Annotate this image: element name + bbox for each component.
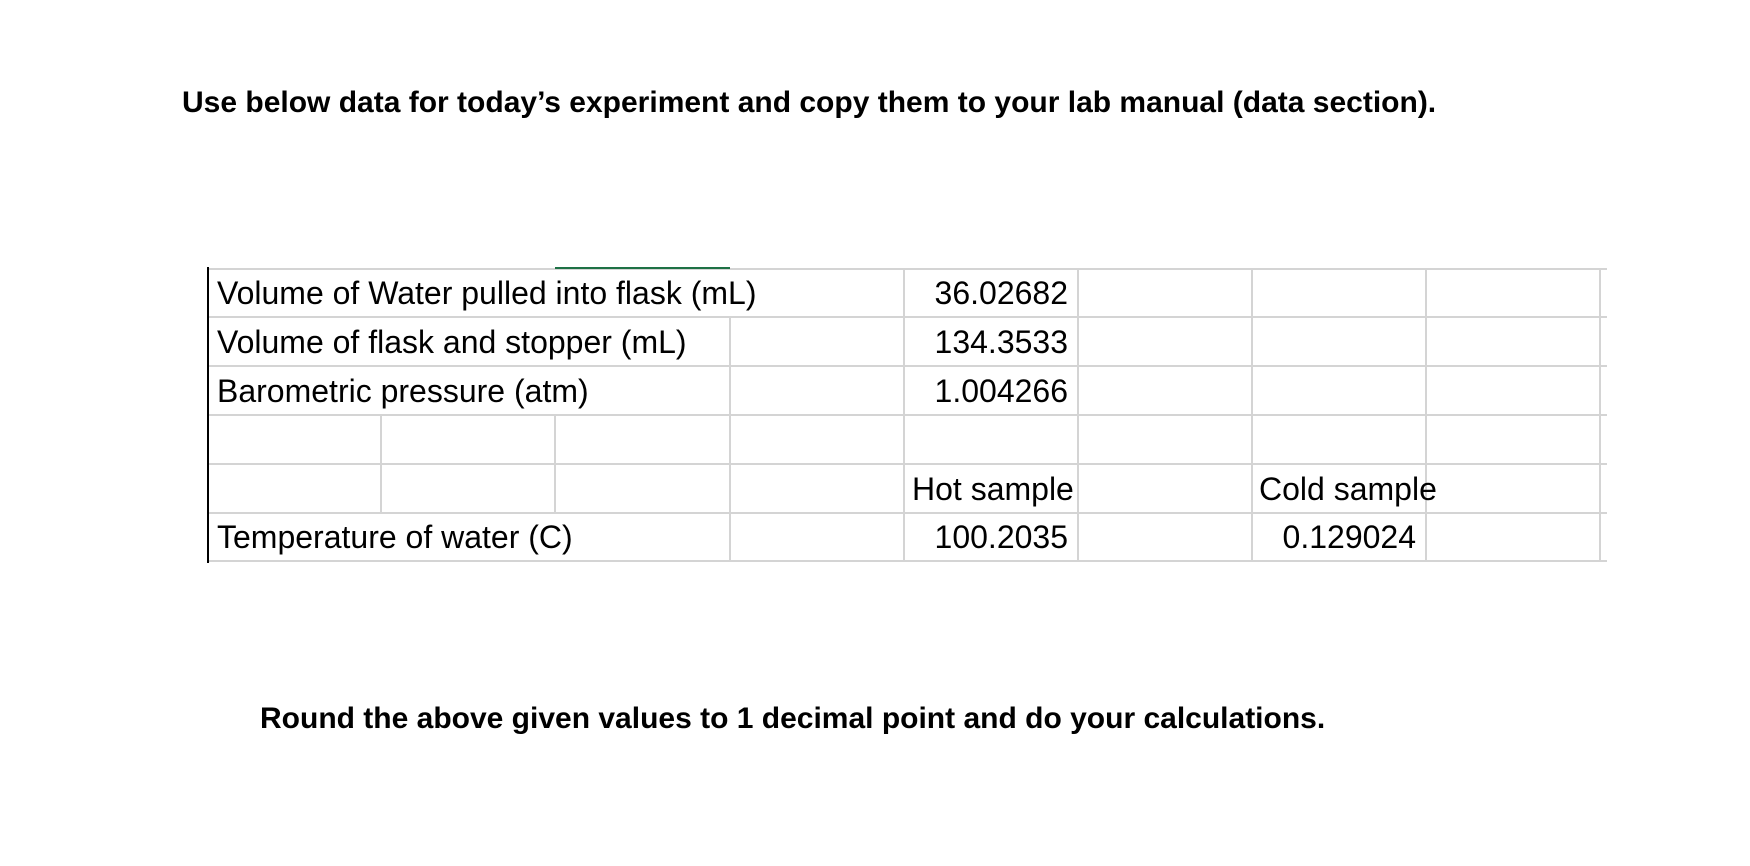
value-water-volume: 36.02682 bbox=[934, 275, 1068, 311]
row-label-flask-volume: Volume of flask and stopper (mL) bbox=[217, 324, 687, 360]
value-flask-volume: 134.3533 bbox=[934, 324, 1068, 360]
data-table bbox=[207, 267, 1607, 563]
value-hot-temperature: 100.2035 bbox=[934, 519, 1068, 555]
rounding-instruction: Round the above given values to 1 decimal point and do your calculations. bbox=[260, 702, 1326, 735]
value-cold-temperature: 0.129024 bbox=[1282, 519, 1416, 555]
instruction-heading: Use below data for today’s experiment and copy them to your lab manual (data section). bbox=[182, 86, 1437, 119]
column-header-hot-sample: Hot sample bbox=[912, 471, 1074, 507]
row-label-water-volume: Volume of Water pulled into flask (mL) bbox=[217, 275, 757, 311]
value-barometric-pressure: 1.004266 bbox=[934, 373, 1068, 409]
column-header-cold-sample: Cold sample bbox=[1259, 471, 1437, 507]
row-label-barometric-pressure: Barometric pressure (atm) bbox=[217, 373, 589, 409]
row-label-water-temperature: Temperature of water (C) bbox=[217, 519, 573, 555]
